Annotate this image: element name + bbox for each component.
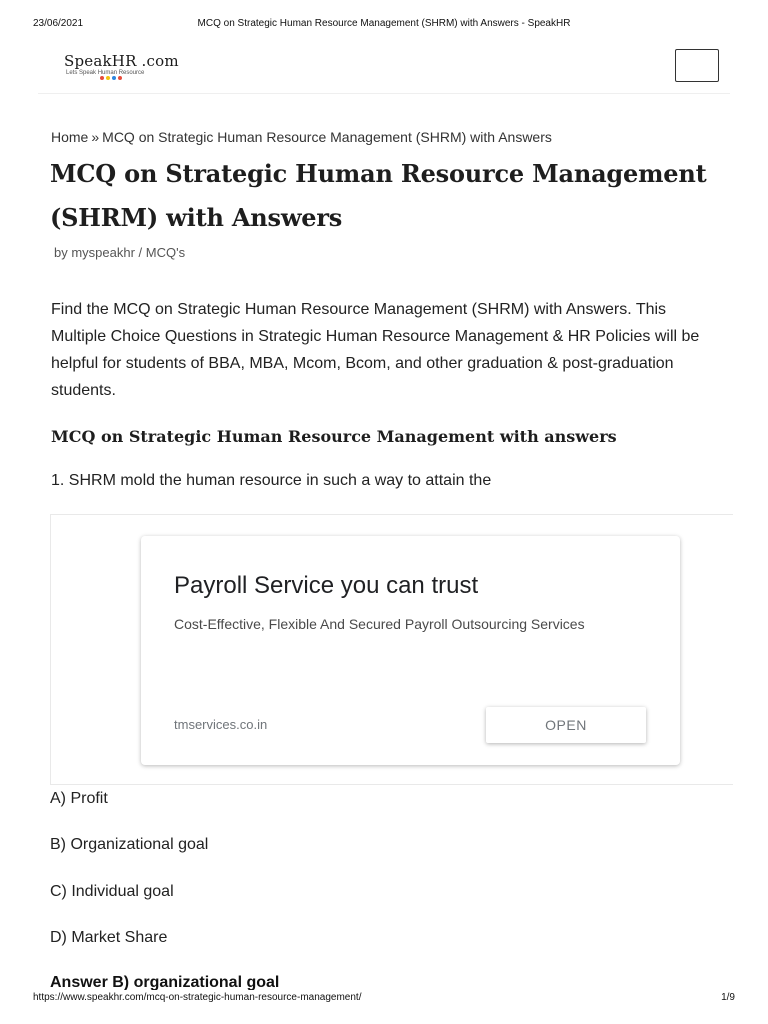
question-text: 1. SHRM mold the human resource in such a way to attain the (51, 472, 492, 489)
print-url: https://www.speakhr.com/mcq-on-strategic-human-resource-management/ (33, 992, 362, 1003)
breadcrumb-home-link[interactable]: Home (51, 129, 89, 145)
print-date: 23/06/2021 (33, 18, 84, 29)
print-footer (0, 992, 768, 1006)
logo-dot (118, 76, 122, 80)
intro-paragraph: Find the MCQ on Strategic Human Resource Management (SHRM) with Answers. This Multiple Choice Questions in Strategic Human Resource Management & HR Policies will be helpful for students of BBA, MBA, Mcom, Bcom, and other graduation & post-graduation students. (51, 301, 700, 399)
byline-separator: / (134, 245, 146, 260)
ad-title[interactable]: Payroll Service you can trust (174, 572, 479, 599)
option-b: B) Organizational goal (50, 836, 209, 853)
print-page-number: 1/9 (721, 992, 735, 1003)
logo-tagline: Lets Speak Human Resource (66, 70, 145, 76)
ad-domain: tmservices.co.in (174, 717, 268, 732)
ad-open-button[interactable]: OPEN (486, 707, 646, 743)
breadcrumb (51, 129, 552, 145)
category-link[interactable]: MCQ's (145, 245, 186, 260)
logo-dot (112, 76, 116, 80)
site-header (38, 40, 730, 94)
logo-dot (100, 76, 104, 80)
page-title: MCQ on Strategic Human Resource Management (SHRM) with Answers (50, 159, 707, 232)
answer-text: Answer B) organizational goal (50, 974, 280, 990)
ad-card[interactable] (141, 536, 680, 765)
print-header (0, 18, 768, 32)
logo-dot (106, 76, 110, 80)
author-link[interactable]: by myspeakhr (54, 245, 135, 260)
option-c: C) Individual goal (50, 883, 174, 900)
menu-toggle-button[interactable] (675, 49, 719, 82)
ad-subtitle: Cost-Effective, Flexible And Secured Payroll Outsourcing Services (174, 616, 585, 632)
print-document-title: MCQ on Strategic Human Resource Management (SHRM) with Answers - SpeakHR (197, 18, 571, 29)
breadcrumb-separator: » (91, 129, 100, 145)
option-a: A) Profit (50, 790, 108, 807)
site-logo[interactable] (64, 52, 184, 84)
logo-name: SpeakHR .com (64, 52, 179, 70)
breadcrumb-current: MCQ on Strategic Human Resource Management (SHRM) with Answers (102, 129, 552, 145)
byline (54, 245, 185, 260)
section-heading: MCQ on Strategic Human Resource Management with answers (51, 427, 617, 446)
option-d: D) Market Share (50, 929, 168, 946)
